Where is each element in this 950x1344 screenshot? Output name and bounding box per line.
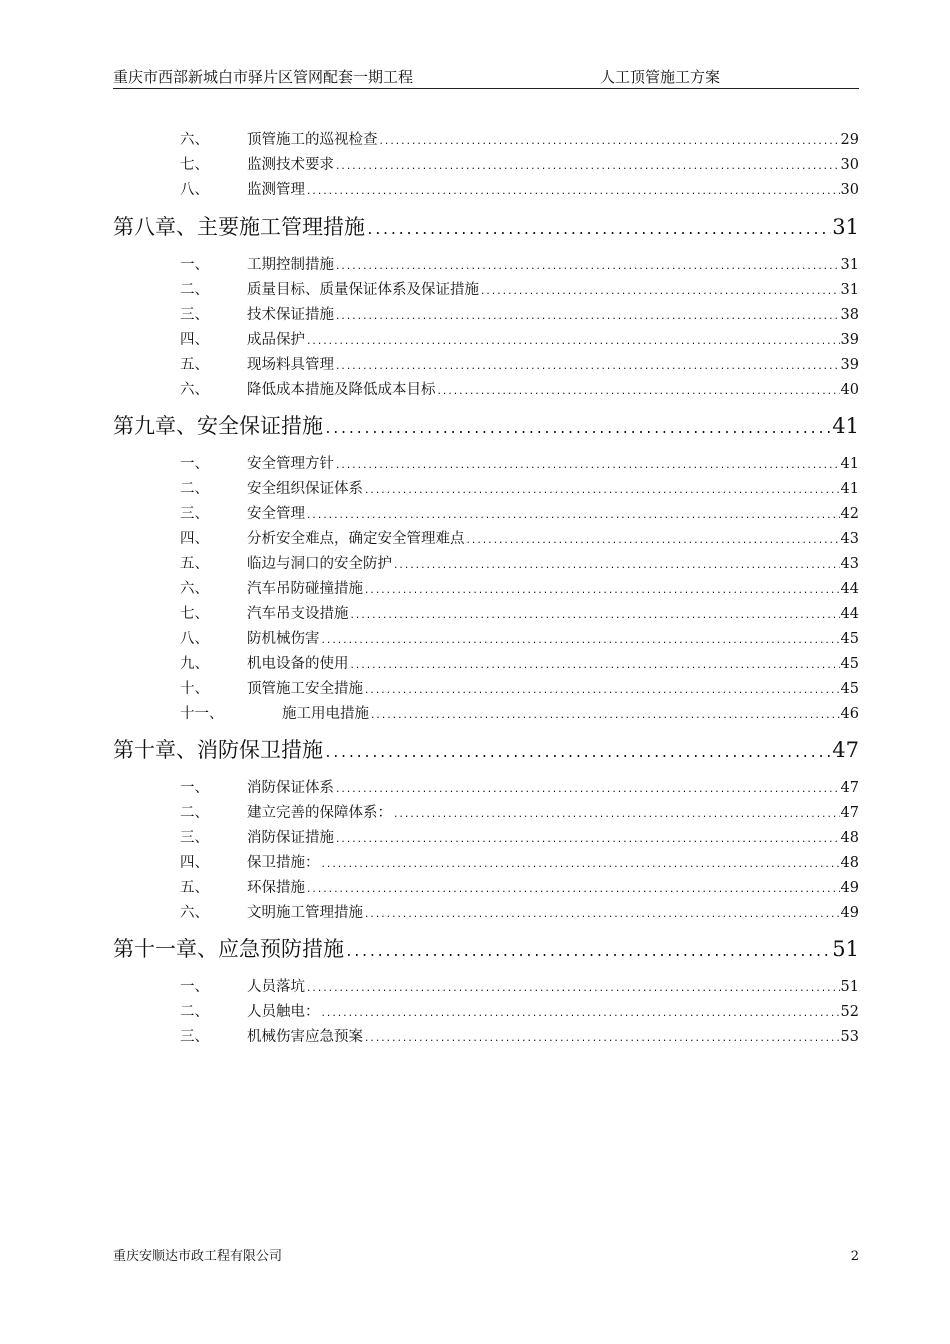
dot-leader bbox=[350, 661, 840, 671]
toc-entry[interactable] bbox=[180, 975, 859, 996]
dot-leader bbox=[364, 910, 840, 920]
toc-entry-number: 六、 bbox=[180, 581, 209, 597]
toc-entry-page: 45 bbox=[840, 631, 859, 647]
toc-entry-page: 45 bbox=[840, 681, 859, 697]
toc-entry[interactable] bbox=[180, 253, 859, 274]
toc-entry[interactable] bbox=[180, 452, 859, 473]
toc-entry-title: 人员落坑 bbox=[247, 979, 305, 995]
toc-entry-page: 48 bbox=[840, 855, 859, 871]
toc-entry-title: 消防保证措施 bbox=[247, 830, 334, 846]
toc-entry-page: 53 bbox=[840, 1029, 859, 1045]
dot-leader bbox=[306, 187, 840, 197]
toc-entry-title: 建立完善的保障体系： bbox=[247, 805, 392, 821]
toc-entry-page: 42 bbox=[840, 506, 859, 522]
toc-entry[interactable] bbox=[180, 1025, 859, 1046]
toc-entry-page: 46 bbox=[840, 706, 859, 722]
toc-entry[interactable] bbox=[180, 328, 859, 349]
toc-entry[interactable] bbox=[180, 602, 859, 623]
toc-entry-number: 十一、 bbox=[180, 706, 224, 722]
toc-entry-number: 二、 bbox=[180, 1004, 209, 1020]
toc-entry-number: 四、 bbox=[180, 332, 209, 348]
footer-company-name: 重庆安顺达市政工程有限公司 bbox=[113, 1249, 283, 1264]
toc-entry-page: 43 bbox=[840, 531, 859, 547]
toc-entry-title: 质量目标、质量保证体系及保证措施 bbox=[247, 282, 479, 298]
toc-entry-title: 工期控制措施 bbox=[247, 257, 334, 273]
dot-leader bbox=[364, 586, 840, 596]
dot-leader bbox=[335, 312, 840, 322]
toc-entry[interactable] bbox=[180, 303, 859, 324]
toc-entry-page: 49 bbox=[840, 905, 859, 921]
toc-entry-number: 一、 bbox=[180, 780, 209, 796]
dot-leader bbox=[364, 1034, 840, 1044]
toc-entry-title: 机电设备的使用 bbox=[247, 656, 349, 672]
toc-entry-title: 安全管理方针 bbox=[247, 456, 334, 472]
toc-entry-page: 51 bbox=[840, 979, 859, 995]
toc-entry-title: 文明施工管理措施 bbox=[247, 905, 363, 921]
toc-entry-title: 临边与洞口的安全防护 bbox=[247, 556, 392, 572]
dot-leader bbox=[321, 1009, 840, 1019]
toc-entry-number: 八、 bbox=[180, 631, 209, 647]
dot-leader bbox=[335, 262, 840, 272]
toc-entry-number: 二、 bbox=[180, 805, 209, 821]
toc-entry-title: 降低成本措施及降低成本目标 bbox=[247, 382, 436, 398]
toc-entry-title: 分析安全难点，确定安全管理难点 bbox=[247, 531, 465, 547]
toc-entry-title: 保卫措施： bbox=[247, 855, 320, 871]
dot-leader bbox=[335, 362, 840, 372]
toc-entry-title: 安全管理 bbox=[247, 506, 305, 522]
dot-leader bbox=[364, 686, 840, 696]
toc-chapter-page: 31 bbox=[832, 215, 859, 239]
toc-entry[interactable] bbox=[180, 901, 859, 922]
dot-leader bbox=[335, 835, 840, 845]
toc-entry-page: 48 bbox=[840, 830, 859, 846]
toc-entry-page: 47 bbox=[840, 780, 859, 796]
toc-entry-page: 44 bbox=[840, 606, 859, 622]
toc-entry-number: 五、 bbox=[180, 556, 209, 572]
toc-chapter-9[interactable] bbox=[113, 410, 859, 440]
toc-entry-number: 二、 bbox=[180, 481, 209, 497]
dot-leader bbox=[321, 636, 840, 646]
toc-entry[interactable] bbox=[180, 477, 859, 498]
toc-entry-page: 38 bbox=[840, 307, 859, 323]
dot-leader bbox=[321, 860, 840, 870]
toc-entry-page: 30 bbox=[840, 182, 859, 198]
toc-entry-page: 41 bbox=[840, 481, 859, 497]
toc-entry-title: 监测管理 bbox=[247, 182, 305, 198]
toc-entry-number: 一、 bbox=[180, 257, 209, 273]
toc-entry-number: 三、 bbox=[180, 830, 209, 846]
toc-entry-page: 49 bbox=[840, 880, 859, 896]
dot-leader bbox=[466, 536, 840, 546]
toc-entry-page: 30 bbox=[840, 157, 859, 173]
toc-entry-title: 人员触电： bbox=[247, 1004, 320, 1020]
toc-entry-page: 43 bbox=[840, 556, 859, 572]
dot-leader bbox=[324, 746, 831, 761]
toc-entry-number: 六、 bbox=[180, 132, 209, 148]
toc-entry-page: 31 bbox=[840, 282, 859, 298]
toc-entry-number: 三、 bbox=[180, 307, 209, 323]
dot-leader bbox=[335, 162, 840, 172]
toc-entry[interactable] bbox=[180, 876, 859, 897]
dot-leader bbox=[335, 785, 840, 795]
header-document-title: 人工顶管施工方案 bbox=[600, 68, 721, 86]
toc-entry-title: 安全组织保证体系 bbox=[247, 481, 363, 497]
toc-entry[interactable] bbox=[180, 577, 859, 598]
toc-entry-number: 四、 bbox=[180, 531, 209, 547]
toc-entry-title: 汽车吊防碰撞措施 bbox=[247, 581, 363, 597]
toc-chapter-page: 51 bbox=[832, 937, 859, 961]
toc-entry-page: 39 bbox=[840, 332, 859, 348]
toc-entry-title: 顶管施工安全措施 bbox=[247, 681, 363, 697]
toc-entry-page: 39 bbox=[840, 357, 859, 373]
toc-chapter-page: 47 bbox=[832, 738, 859, 762]
dot-leader bbox=[364, 486, 840, 496]
toc-entry[interactable] bbox=[180, 178, 859, 199]
toc-entry-number: 七、 bbox=[180, 157, 209, 173]
toc-entry-page: 52 bbox=[840, 1004, 859, 1020]
toc-entry-title: 防机械伤害 bbox=[247, 631, 320, 647]
toc-chapter-10[interactable] bbox=[113, 734, 859, 764]
toc-entry-number: 十、 bbox=[180, 681, 209, 697]
toc-entry-number: 五、 bbox=[180, 357, 209, 373]
toc-entry[interactable] bbox=[180, 776, 859, 797]
toc-entry[interactable] bbox=[180, 652, 859, 673]
toc-entry[interactable] bbox=[180, 801, 859, 822]
dot-leader bbox=[350, 611, 840, 621]
dot-leader bbox=[393, 561, 840, 571]
toc-entry-number: 六、 bbox=[180, 905, 209, 921]
toc-entry[interactable] bbox=[180, 627, 859, 648]
toc-entry[interactable] bbox=[180, 677, 859, 698]
toc-entry-title: 监测技术要求 bbox=[247, 157, 334, 173]
header-project-name: 重庆市西部新城白市驿片区管网配套一期工程 bbox=[113, 68, 414, 86]
toc-entry[interactable] bbox=[180, 527, 859, 548]
toc-chapter-title: 第九章、安全保证措施 bbox=[113, 414, 323, 438]
toc-entry-number: 五、 bbox=[180, 880, 209, 896]
toc-entry[interactable] bbox=[180, 826, 859, 847]
toc-entry[interactable] bbox=[180, 702, 859, 723]
toc-entry-number: 六、 bbox=[180, 382, 209, 398]
toc-entry-page: 41 bbox=[840, 456, 859, 472]
toc-entry-page: 40 bbox=[840, 382, 859, 398]
toc-entry-page: 45 bbox=[840, 656, 859, 672]
dot-leader bbox=[393, 810, 840, 820]
toc-entry[interactable] bbox=[180, 1000, 859, 1021]
toc-chapter-8[interactable] bbox=[113, 211, 859, 241]
toc-entry[interactable] bbox=[180, 502, 859, 523]
toc-chapter-11[interactable] bbox=[113, 933, 859, 963]
toc-entry-number: 三、 bbox=[180, 1029, 209, 1045]
toc-entry-title: 技术保证措施 bbox=[247, 307, 334, 323]
page-header bbox=[113, 66, 859, 89]
dot-leader bbox=[306, 511, 840, 521]
toc-entry-number: 一、 bbox=[180, 456, 209, 472]
dot-leader bbox=[306, 337, 840, 347]
dot-leader bbox=[345, 945, 831, 960]
toc-entry[interactable] bbox=[180, 851, 859, 872]
toc-entry-page: 29 bbox=[840, 132, 859, 148]
toc-entry-number: 七、 bbox=[180, 606, 209, 622]
toc-entry-page: 47 bbox=[840, 805, 859, 821]
toc-entry-title: 成品保护 bbox=[247, 332, 305, 348]
dot-leader bbox=[379, 137, 840, 147]
toc-chapter-title: 第十章、消防保卫措施 bbox=[113, 738, 323, 762]
toc-entry[interactable] bbox=[180, 153, 859, 174]
toc-entry-title: 顶管施工的巡视检查 bbox=[247, 132, 378, 148]
footer-page-number: 2 bbox=[850, 1249, 859, 1264]
toc-entry-page: 31 bbox=[840, 257, 859, 273]
toc-entry-number: 三、 bbox=[180, 506, 209, 522]
toc-chapter-page: 41 bbox=[832, 414, 859, 438]
toc-entry-number: 九、 bbox=[180, 656, 209, 672]
dot-leader bbox=[335, 461, 840, 471]
dot-leader bbox=[324, 422, 831, 437]
dot-leader bbox=[480, 287, 840, 297]
dot-leader bbox=[306, 885, 840, 895]
toc-entry-page: 44 bbox=[840, 581, 859, 597]
dot-leader bbox=[306, 984, 840, 994]
toc-entry-title: 汽车吊支设措施 bbox=[247, 606, 349, 622]
toc-chapter-title: 第八章、主要施工管理措施 bbox=[113, 215, 365, 239]
toc-entry[interactable] bbox=[180, 128, 859, 149]
toc-entry-title: 机械伤害应急预案 bbox=[247, 1029, 363, 1045]
dot-leader bbox=[437, 387, 840, 397]
toc-entry-number: 四、 bbox=[180, 855, 209, 871]
dot-leader bbox=[370, 711, 840, 721]
toc-entry[interactable] bbox=[180, 353, 859, 374]
toc-entry-title: 现场料具管理 bbox=[247, 357, 334, 373]
toc-entry-title: 环保措施 bbox=[247, 880, 305, 896]
toc-entry[interactable] bbox=[180, 278, 859, 299]
toc-entry-title: 施工用电措施 bbox=[282, 706, 369, 722]
toc-entry-title: 消防保证体系 bbox=[247, 780, 334, 796]
toc-entry-number: 八、 bbox=[180, 182, 209, 198]
toc-chapter-title: 第十一章、应急预防措施 bbox=[113, 937, 344, 961]
toc-entry-number: 一、 bbox=[180, 979, 209, 995]
toc-entry[interactable] bbox=[180, 378, 859, 399]
toc-entry-number: 二、 bbox=[180, 282, 209, 298]
toc-entry[interactable] bbox=[180, 552, 859, 573]
dot-leader bbox=[366, 223, 831, 238]
